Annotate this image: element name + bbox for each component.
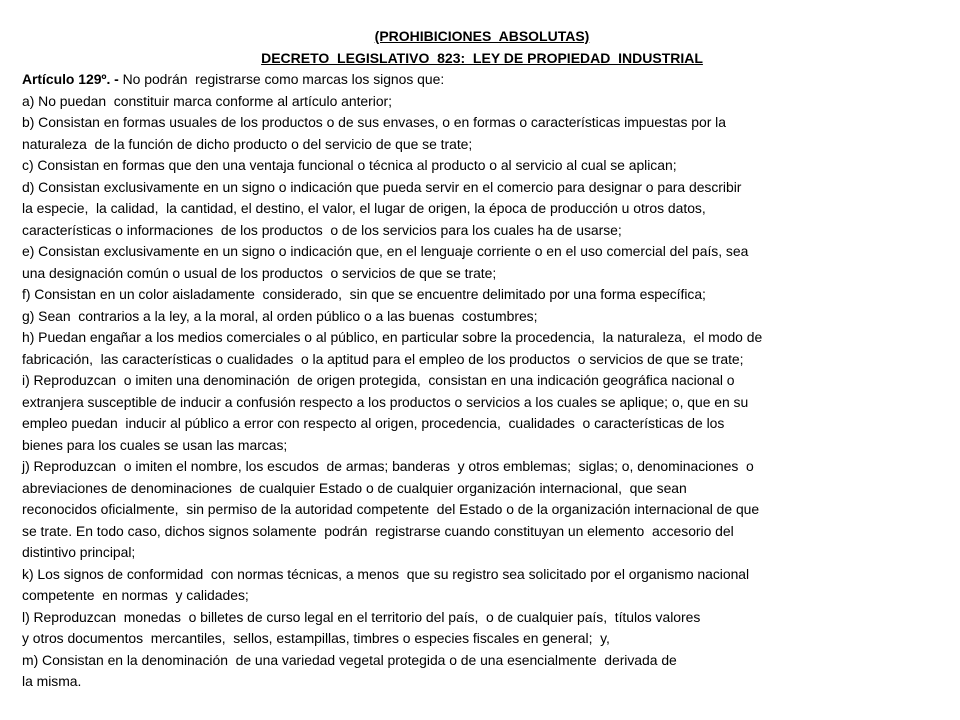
text-line: j) Reproduzcan o imiten el nombre, los escudos de armas; banderas y otros emblemas; siglas; o, denominaciones o (22, 458, 754, 474)
text-line: b) Consistan en formas usuales de los productos o de sus envases, o en formas o características impuestas por la (22, 114, 726, 130)
text-line: características o informaciones de los productos o de los servicios para los cuales ha de usarse; (22, 221, 622, 238)
text-line: d) Consistan exclusivamente en un signo o indicación que pueda servir en el comercio para designar o para describir (22, 178, 742, 195)
text-line: la misma. (22, 673, 82, 689)
heading-decreto: DECRETO LEGISLATIVO 823: LEY DE PROPIEDAD INDUSTRIAL (261, 49, 703, 66)
article-intro: No podrán registrarse como marcas los signos que: (118, 71, 445, 87)
heading-prohibiciones: (PROHIBICIONES ABSOLUTAS) (374, 28, 590, 44)
text-line: fabricación, las características o cualidades o la aptitud para el empleo de los productos o servicios de que se trate; (22, 350, 744, 367)
text-line: empleo puedan inducir al público a error con respecto al origen, procedencia, cualidades o características de los (22, 415, 725, 431)
text-line: l) Reproduzcan monedas o billetes de curso legal en el territorio del país, o de cualquier país, títulos valores (22, 608, 701, 625)
article-label: Artículo 129º. - (22, 71, 119, 87)
article-intro-line (22, 69, 942, 91)
text-line: competente en normas y calidades; (22, 587, 249, 603)
text-line: abreviaciones de denominaciones de cualquier Estado o de cualquier organización internacional, que sean (22, 479, 687, 496)
text-line: reconocidos oficialmente, sin permiso de la autoridad competente del Estado o de la organización internacional de que (22, 501, 760, 517)
text-line: c) Consistan en formas que den una ventaja funcional o técnica al producto o al servicio al cual se aplican; (22, 157, 677, 173)
text-line: naturaleza de la función de dicho producto o del servicio de que se trate; (22, 135, 473, 152)
text-line: la especie, la calidad, la cantidad, el destino, el valor, el lugar de origen, la época de producción u otros datos, (22, 200, 706, 216)
text-line: m) Consistan en la denominación de una variedad vegetal protegida o de una esencialmente derivada de (22, 651, 677, 668)
text-line: se trate. En todo caso, dichos signos solamente podrán registrarse cuando constituyan un elemento accesorio del (22, 522, 734, 539)
text-line: e) Consistan exclusivamente en un signo o indicación que, en el lenguaje corriente o en el uso comercial del país, sea (22, 243, 749, 259)
text-line: k) Los signos de conformidad con normas técnicas, a menos que su registro sea solicitado por el organismo nacional (22, 565, 750, 582)
text-line: extranjera susceptible de inducir a confusión respecto a los productos o servicios a los cuales se aplique; o, que en su (22, 393, 749, 410)
text-line: h) Puedan engañar a los medios comerciales o al público, en particular sobre la procedencia, la naturaleza, el modo de (22, 329, 763, 345)
text-line: una designación común o usual de los productos o servicios de que se trate; (22, 264, 497, 281)
document-page (22, 26, 942, 693)
text-line: y otros documentos mercantiles, sellos, estampillas, timbres o especies fiscales en general; y, (22, 630, 610, 646)
text-line: a) No puedan constituir marca conforme al artículo anterior; (22, 92, 393, 109)
text-line: i) Reproduzcan o imiten una denominación de origen protegida, consistan en una indicación geográfica nacional o (22, 372, 735, 388)
text-line: g) Sean contrarios a la ley, a la moral, al orden público o a las buenas costumbres; (22, 307, 538, 324)
text-line: bienes para los cuales se usan las marcas; (22, 436, 288, 453)
text-line: f) Consistan en un color aisladamente considerado, sin que se encuentre delimitado por una forma específica; (22, 286, 706, 302)
text-line: distintivo principal; (22, 544, 136, 560)
